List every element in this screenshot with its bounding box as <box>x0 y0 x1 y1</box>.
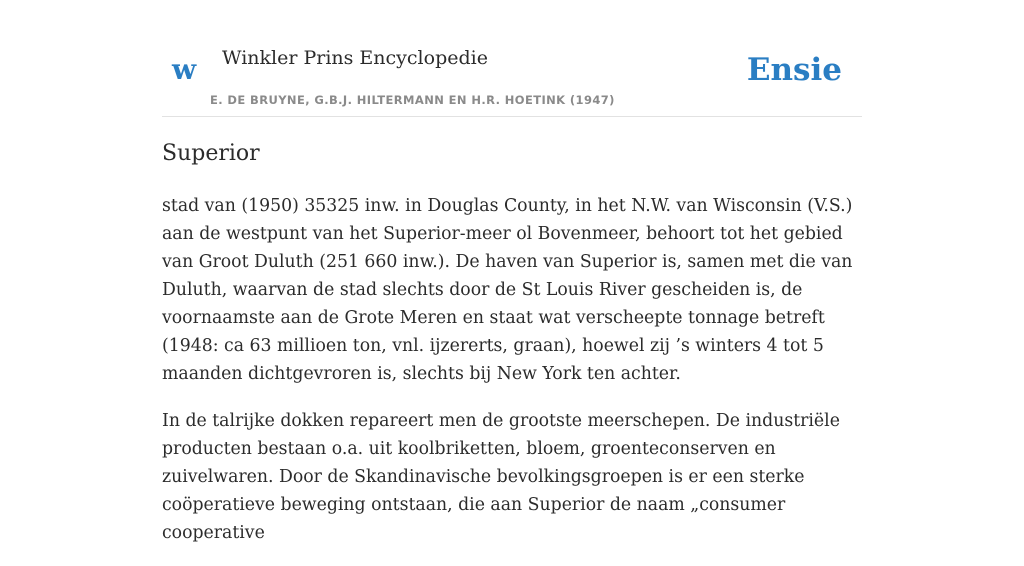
entry-title: Superior <box>162 141 260 166</box>
entry-paragraph: stad van (1950) 35325 inw. in Douglas County, in het N.W. van Wisconsin (V.S.) aan de westpunt van het Superior-meer ol Bovenmeer, behoort tot het gebied van Groot Duluth (251 660 inw.). De haven van Superior is, samen met die van Duluth, waarvan de stad slechts door de St Louis River gescheiden is, de voornaamste aan de Grote Meren en staat wat verscheepte tonnage betreft (1948: ca 63 millioen ton, vnl. ijzererts, graan), hoewel zij ’s winters 4 tot 5 maanden dichtgevroren is, slechts bij New York ten achter. <box>162 196 853 384</box>
book-title[interactable]: Winkler Prins Encyclopedie <box>222 47 488 69</box>
ensie-logo[interactable]: Ensie <box>746 52 842 88</box>
site-header <box>162 0 862 117</box>
winkler-prins-logo[interactable]: w <box>172 53 197 86</box>
entry-paragraph: In de talrijke dokken repareert men de grootste meerschepen. De industriële producten bestaan o.a. uit koolbriketten, bloem, groenteconserven en zuivelwaren. Door de Skandinavische bevolkingsgroepen is er een sterke coöperatieve beweging ontstaan, die aan Superior de naam „consumer cooperative <box>162 411 840 543</box>
page <box>162 0 862 543</box>
entry-body <box>162 192 862 566</box>
book-authors: E. DE BRUYNE, G.B.J. HILTERMANN EN H.R. HOETINK (1947) <box>210 93 615 107</box>
